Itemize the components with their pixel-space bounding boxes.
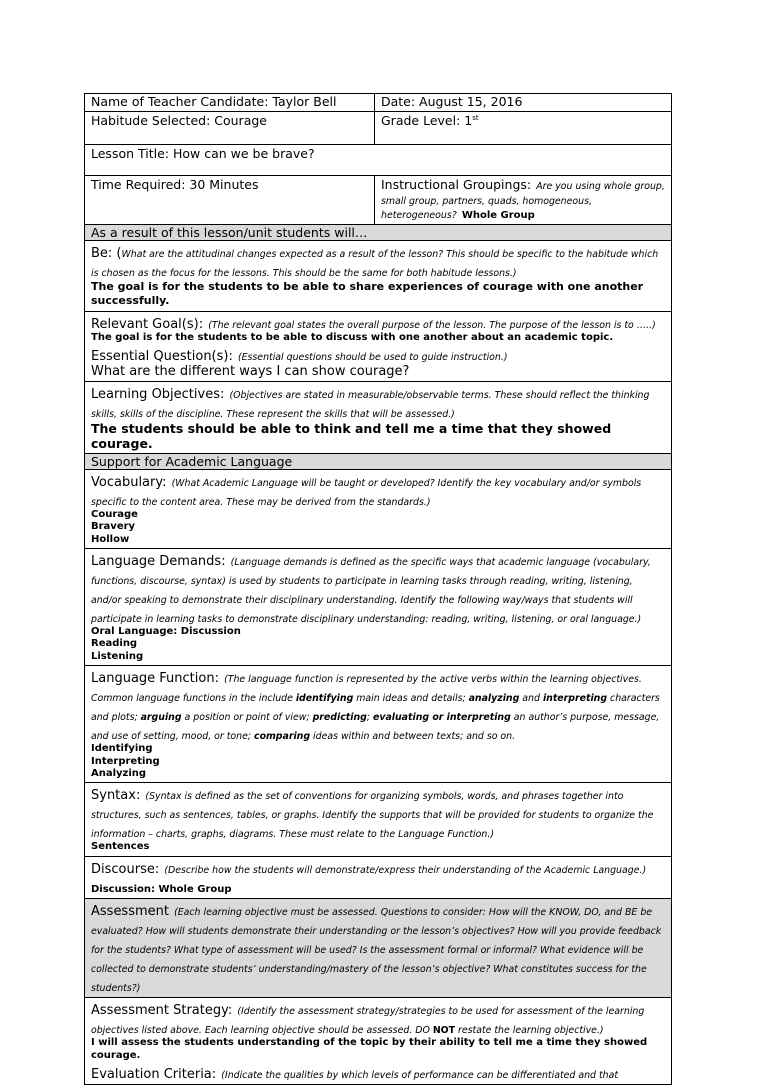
lesson-plan-form xyxy=(84,93,671,1085)
groupings-answer: Whole Group xyxy=(461,210,535,221)
learning-objectives-label: Learning Objectives: xyxy=(91,386,225,402)
grade-level xyxy=(375,112,672,145)
language-demands-section xyxy=(85,549,672,666)
essential-question-label: Essential Question(s): xyxy=(91,348,233,364)
syntax-label: Syntax: xyxy=(91,788,141,804)
syntax-prompt: (Syntax is defined as the set of conventions for organizing symbols, words, and phrases together into structures, such as sentences, tables, or graphs. Identify the supports that will be provided for students to organize the information – charts, graphs, diagrams. These must relate to the Language Function.) xyxy=(91,791,654,841)
syntax-section xyxy=(85,783,672,856)
row-learning-objectives xyxy=(85,381,672,453)
language-function-label: Language Function: xyxy=(91,671,219,687)
language-function-item: Identifying xyxy=(91,743,153,755)
language-demands-item: Oral Language: Discussion xyxy=(91,626,241,638)
row-result-heading xyxy=(85,225,672,241)
lesson-date: Date: August 15, 2016 xyxy=(375,94,672,112)
instructional-groupings xyxy=(375,176,672,225)
row-be xyxy=(85,241,672,312)
habitude-selected: Habitude Selected: Courage xyxy=(85,112,375,145)
learning-objectives-prompt: (Objectives are stated in measurable/observable terms. These should reflect the thinking skills, skills of the discipline. These represent the skills that will be assessed.) xyxy=(91,389,650,420)
relevant-goal-label: Relevant Goal(s): xyxy=(91,317,204,333)
relevant-goal-section xyxy=(85,312,672,381)
row-assessment-strategy xyxy=(85,998,672,1085)
time-required: Time Required: 30 Minutes xyxy=(85,176,375,225)
relevant-goal-prompt: (The relevant goal states the overall purpose of the lesson. The purpose of the lesson is to …..) xyxy=(208,320,656,332)
row-syntax xyxy=(85,783,672,856)
vocabulary-label: Vocabulary: xyxy=(91,474,167,490)
row-relevant-goal xyxy=(85,312,672,381)
groupings-prompt: Are you using whole group, small group, partners, quads, homogeneous, heterogeneous? xyxy=(381,181,665,221)
syntax-item: Sentences xyxy=(91,841,150,853)
evaluation-criteria-prompt: (Indicate the qualities by which levels of performance can be differentiated and that xyxy=(221,1070,618,1082)
language-function-prompt: (The language function is represented by the active verbs within the learning objectives. Common language functions in the include identifying main ideas and details; analyzing and interpreting characters and plots; arguing a position or point of view; predicting; evaluating or interpreting an author’s purpose, message, and use of setting, mood, or tone; comparing ideas within and between texts; and so on. xyxy=(91,674,660,743)
row-habitude-grade xyxy=(85,112,672,145)
row-discourse xyxy=(85,856,672,898)
essential-question-prompt: (Essential questions should be used to guide instruction.) xyxy=(237,351,508,363)
language-function-section xyxy=(85,666,672,783)
row-academic-heading xyxy=(85,453,672,469)
discourse-prompt: (Describe how the students will demonstrate/express their understanding of the Academic Language.) xyxy=(164,864,647,876)
assessment-strategy-label: Assessment Strategy: xyxy=(91,1003,233,1019)
vocabulary-prompt: (What Academic Language will be taught or developed? Identify the key vocabulary and/or symbols specific to the content area. These may be derived from the standards.) xyxy=(91,477,642,508)
discourse-answer: Discussion: Whole Group xyxy=(91,883,232,895)
assessment-strategy-answer: I will assess the students understanding of the topic by their ability to tell me a time they showed courage. xyxy=(91,1037,648,1061)
groupings-label: Instructional Groupings: xyxy=(381,177,532,192)
teacher-name: Name of Teacher Candidate: Taylor Bell xyxy=(85,94,375,112)
vocabulary-item: Bravery xyxy=(91,521,136,533)
discourse-section xyxy=(85,856,672,898)
assessment-strategy-section xyxy=(85,998,672,1085)
lesson-plan-table xyxy=(84,93,672,1085)
language-demands-label: Language Demands: xyxy=(91,554,226,570)
row-vocabulary xyxy=(85,469,672,548)
learning-objectives-section xyxy=(85,381,672,453)
language-demands-item: Reading xyxy=(91,638,138,650)
language-demands-item: Listening xyxy=(91,650,144,662)
assessment-prompt: (Each learning objective must be assessed. Questions to consider: How will the KNOW, DO, and BE be evaluated? How will students demonstrate their understanding or the lesson’s objectives? How will you provide feedback for the students? What type of assessment will be used? Is the assessment formal or informal? What evidence will be collected to demonstrate students’ understanding/mastery of the lesson’s objective? What constitutes success for the students?) xyxy=(91,907,662,995)
row-lesson-title xyxy=(85,145,672,176)
be-section xyxy=(85,241,672,312)
assessment-section xyxy=(85,899,672,998)
language-function-item: Interpreting xyxy=(91,755,160,767)
be-label: Be: ( xyxy=(91,246,122,262)
row-language-function xyxy=(85,666,672,783)
language-demands-prompt: (Language demands is defined as the specific ways that academic language (vocabulary, functions, discourse, syntax) is used by students to participate in learning tasks through reading, writing, listening, and/or speaking to demonstrate their disciplinary understanding. Identify the following way/ways that students will participate in learning tasks to demonstrate disciplinary understanding: reading, writing, listening, or oral language.) xyxy=(91,557,651,626)
row-assessment xyxy=(85,899,672,998)
evaluation-criteria-label: Evaluation Criteria: xyxy=(91,1067,217,1083)
assessment-strategy-prompt: (Identify the assessment strategy/strategies to be used for assessment of the learning objectives listed above. Each learning objective should be assessed. DO NOT restate the learning objective.) xyxy=(91,1006,645,1037)
language-function-item: Analyzing xyxy=(91,768,147,780)
row-teacher-date xyxy=(85,94,672,112)
lesson-title: Lesson Title: How can we be brave? xyxy=(85,145,672,176)
grade-level-text: Grade Level: 1 xyxy=(381,113,473,128)
learning-objectives-answer: The students should be able to think and tell me a time that they showed courage. xyxy=(91,420,612,451)
vocabulary-section xyxy=(85,469,672,548)
row-time-groupings xyxy=(85,176,672,225)
relevant-goal-answer: The goal is for the students to be able to discuss with one another about an academic topic. xyxy=(91,332,614,344)
result-heading: As a result of this lesson/unit students will… xyxy=(85,225,672,241)
vocabulary-item: Hollow xyxy=(91,533,130,545)
be-answer: The goal is for the students to be able to share experiences of courage with one another successfully. xyxy=(91,280,644,308)
vocabulary-item: Courage xyxy=(91,508,138,520)
discourse-label: Discourse: xyxy=(91,861,160,877)
grade-level-sup: st xyxy=(472,113,479,122)
assessment-label: Assessment xyxy=(91,904,169,920)
academic-language-heading: Support for Academic Language xyxy=(85,453,672,469)
row-language-demands xyxy=(85,549,672,666)
be-prompt: What are the attitudinal changes expected as a result of the lesson? This should be specific to the habitude which is chosen as the focus for the lessons. This should be the same for both habitude lessons.) xyxy=(91,249,659,280)
essential-question-answer: What are the different ways I can show courage? xyxy=(91,363,410,379)
